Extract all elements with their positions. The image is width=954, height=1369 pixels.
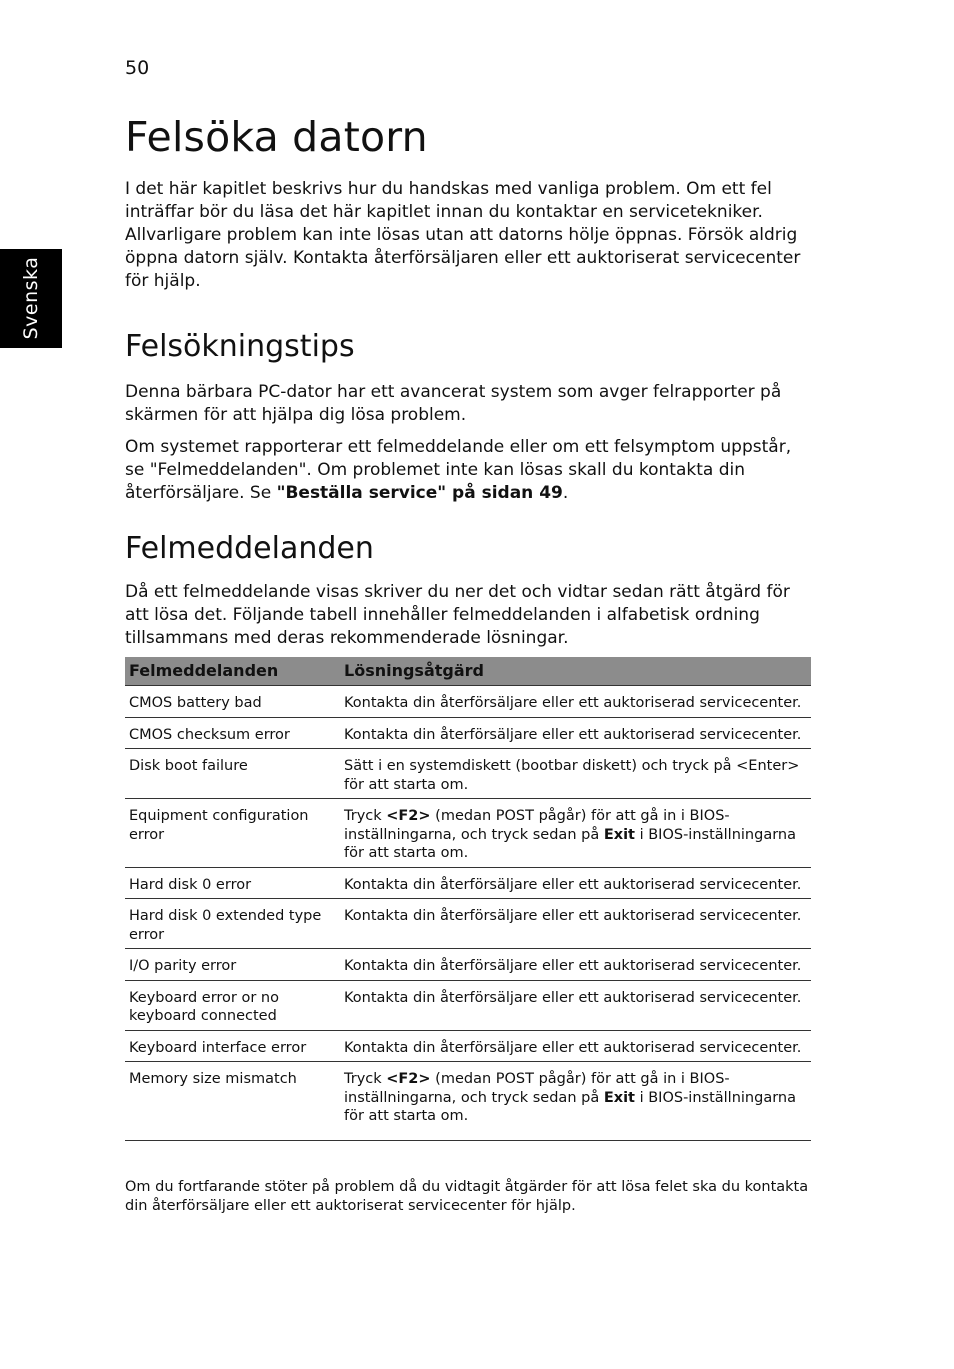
intro-paragraph: I det här kapitlet beskrivs hur du handskas med vanliga problem. Om ett fel inträffar bör du läsa det här kapitlet innan du kontaktar en servicetekniker. Allvarligare problem kan inte lösas utan att datorns hölje öppnas. Försök aldrig öppna datorn själv. Kontakta återförsäljaren eller ett auktoriserat servicecenter för hjälp. [125,179,801,291]
table-header-error: Felmeddelanden [125,657,340,686]
table-row [125,717,811,749]
error-cell: Keyboard interface error [125,1030,340,1062]
table-header-row [125,657,811,686]
fix-text: Sätt i en systemdiskett (bootbar diskett) och tryck på < [344,758,749,774]
error-cell: Memory size mismatch [125,1062,340,1141]
section-heading-felmeddelanden: Felmeddelanden [125,531,374,566]
fix-text: > för att starta om. [344,758,800,793]
fix-text: (medan POST pågår) för att gå in i BIOS-inställningarna, och tryck sedan på [344,1071,730,1106]
error-messages-table [125,657,811,1141]
key-exit: Exit [603,826,635,843]
key-f2: <F2> [386,808,431,824]
fix-cell: Kontakta din återförsäljare eller ett auktoriserad servicecenter. [340,686,811,718]
table-row [125,867,811,899]
page-number: 50 [125,57,150,79]
fix-cell: Kontakta din återförsäljare eller ett auktoriserad servicecenter. [340,867,811,899]
fix-text: i BIOS-inställningarna för att starta om. [344,826,796,861]
language-side-tab [0,249,62,348]
fix-cell [340,749,811,799]
fix-cell: Kontakta din återförsäljare eller ett auktoriserad servicecenter. [340,899,811,949]
section-heading-felsokningstips: Felsökningstips [125,329,355,364]
fix-cell [340,1062,811,1141]
error-cell: Equipment configuration error [125,799,340,868]
table-row [125,749,811,799]
fix-cell: Kontakta din återförsäljare eller ett auktoriserad servicecenter. [340,717,811,749]
tips-paragraph-2-text: Om systemet rapporterar ett felmeddelande eller om ett felsymptom uppstår, se "Felmeddelanden". Om problemet inte kan lösas skall du kontakta din återförsäljare. Se [125,437,792,503]
fix-cell: Kontakta din återförsäljare eller ett auktoriserad servicecenter. [340,949,811,981]
key-enter: Enter [748,758,788,774]
page-title: Felsöka datorn [125,113,428,161]
fix-cell: Kontakta din återförsäljare eller ett auktoriserad servicecenter. [340,980,811,1030]
error-cell: Hard disk 0 error [125,867,340,899]
tips-paragraph-2 [125,436,811,505]
fix-text: i BIOS-inställningarna för att starta om. [344,1089,796,1124]
fix-cell [340,799,811,868]
error-cell: CMOS checksum error [125,717,340,749]
error-cell: I/O parity error [125,949,340,981]
errors-intro-block [125,581,811,650]
error-cell: Disk boot failure [125,749,340,799]
table-row [125,799,811,868]
tips-block [125,381,811,505]
error-cell: CMOS battery bad [125,686,340,718]
fix-text: (medan POST pågår) för att gå in i BIOS-inställningarna, och tryck sedan på [344,808,730,843]
table-row [125,980,811,1030]
error-cell: Keyboard error or no keyboard connected [125,980,340,1030]
key-f2: <F2> [386,1071,431,1087]
table-row [125,686,811,718]
table-row [125,899,811,949]
error-cell: Hard disk 0 extended type error [125,899,340,949]
table-row [125,1030,811,1062]
side-tab-label: Svenska [20,256,42,340]
footer-note: Om du fortfarande stöter på problem då du vidtagit åtgärder för att lösa felet ska du kontakta din återförsäljare eller ett auktoriserat servicecenter för hjälp. [125,1179,809,1214]
table-header-fix: Lösningsåtgärd [340,657,811,686]
table-row [125,1062,811,1141]
tips-paragraph-2-end: . [562,483,569,503]
table-row [125,949,811,981]
intro-block [125,178,811,293]
fix-text: Tryck [344,1071,387,1087]
fix-text: Tryck [344,808,387,824]
service-link[interactable]: "Beställa service" på sidan 49 [276,483,563,503]
errors-intro-paragraph: Då ett felmeddelande visas skriver du ner det och vidtar sedan rätt åtgärd för att lösa det. Följande tabell innehåller felmeddelanden i alfabetisk ordning tillsammans med deras rekommenderade lösningar. [125,582,790,648]
key-exit: Exit [603,1089,635,1106]
tips-paragraph-1: Denna bärbara PC-dator har ett avancerat system som avger felrapporter på skärmen för att hjälpa dig lösa problem. [125,382,782,425]
fix-cell: Kontakta din återförsäljare eller ett auktoriserad servicecenter. [340,1030,811,1062]
